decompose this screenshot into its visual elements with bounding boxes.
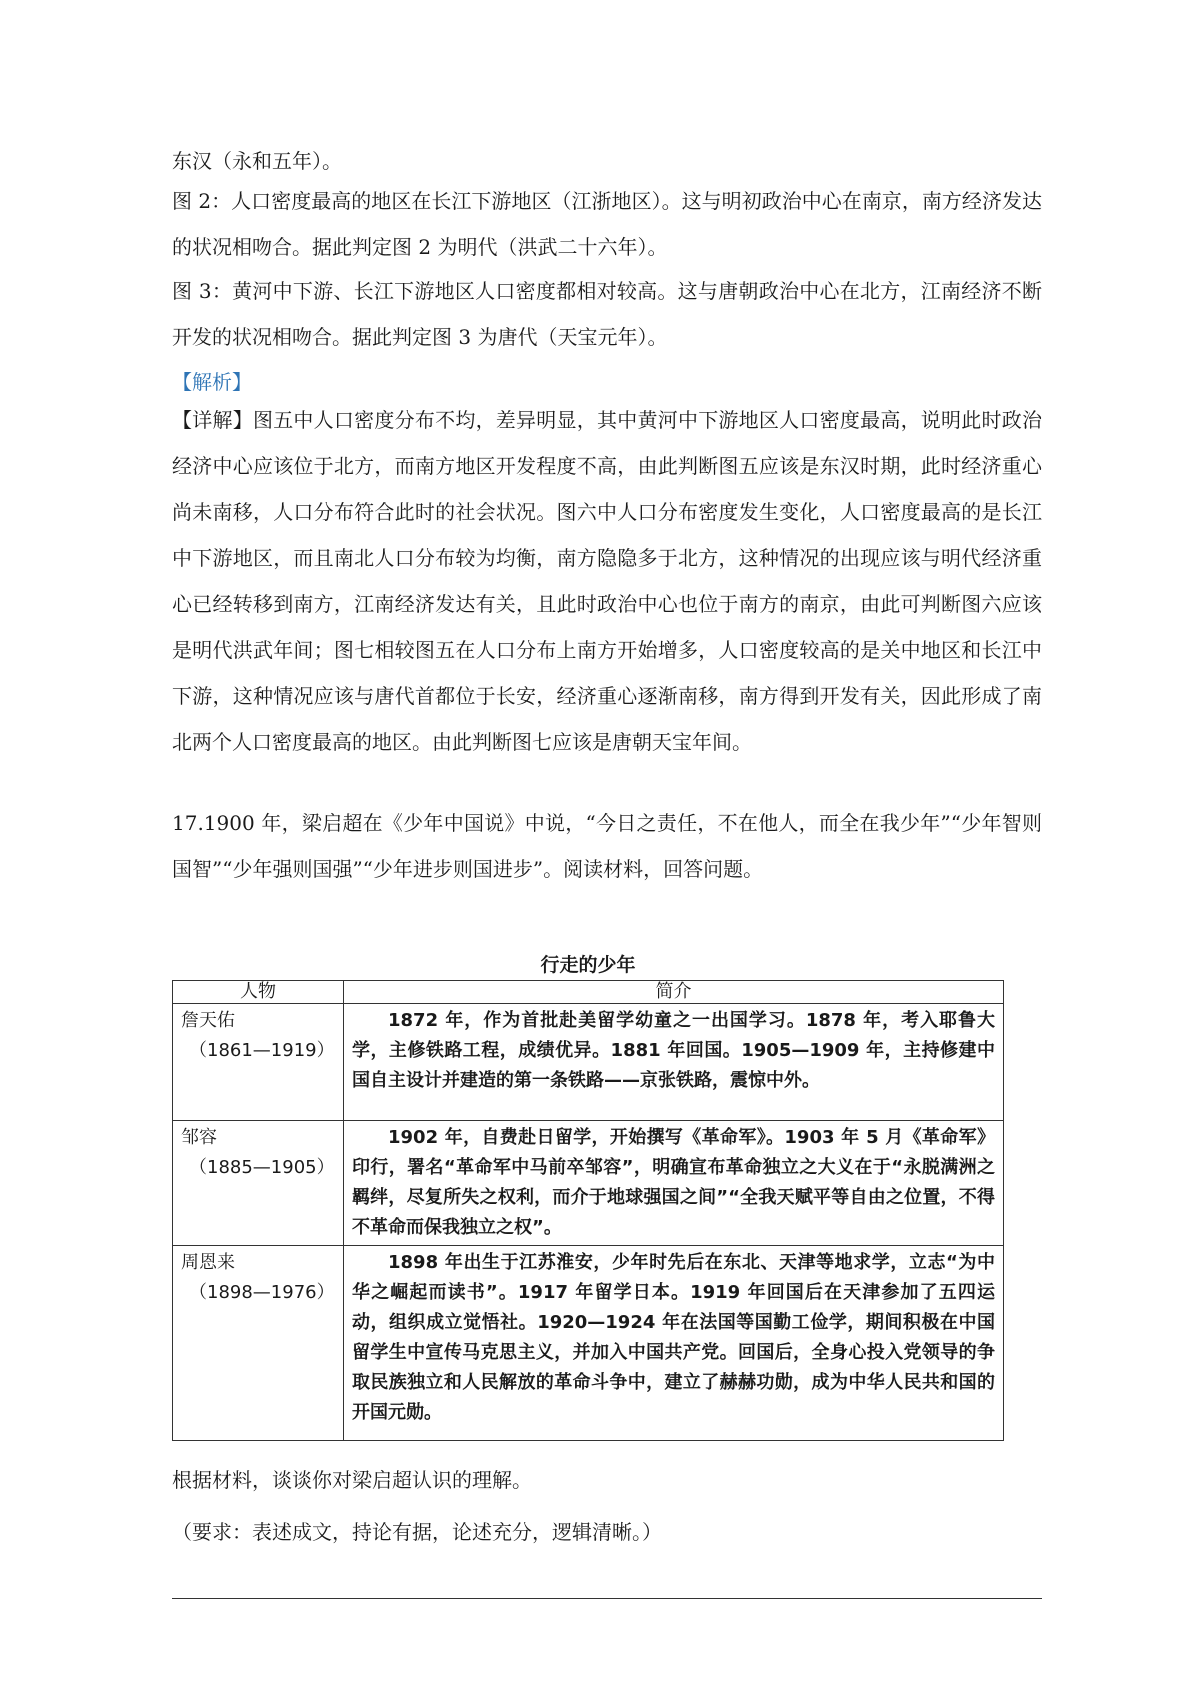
table-header-row <box>173 981 1004 1004</box>
intro-line: 东汉（永和五年）。 <box>172 149 342 173</box>
footer-divider <box>172 1598 1042 1599</box>
person-cell <box>173 1246 344 1441</box>
person-name: 詹天佑 <box>181 1010 235 1031</box>
fig2-paragraph: 图 2：人口密度最高的地区在长江下游地区（江浙地区）。这与明初政治中心在南京，南方经济发达的状况相吻合。据此判定图 2 为明代（洪武二十六年）。 <box>172 189 1042 259</box>
question-paragraph: 17.1900 年，梁启超在《少年中国说》中说，“今日之责任，不在他人，而全在我少年”“少年智则国智”“少年强则国强”“少年进步则国进步”。阅读材料，回答问题。 <box>172 811 1042 881</box>
person-years: （1898—1976） <box>189 1282 335 1303</box>
profiles-table <box>172 980 1004 1441</box>
task-line: 根据材料，谈谈你对梁启超认识的理解。 <box>172 1468 532 1492</box>
person-years: （1885—1905） <box>189 1157 335 1178</box>
table-row <box>173 1246 1004 1441</box>
person-intro: 1898 年出生于江苏淮安，少年时先后在东北、天津等地求学，立志“为中华之崛起而读书”。1917 年留学日本。1919 年回国后在天津参加了五四运动，组织成立觉悟社。1920—1924 年在法国等国勤工俭学，期间积极在中国留学生中宣传马克思主义，并加入中国共产党。回国后，全身心投入党领导的争取民族独立和人民解放的革命斗争中，建立了赫赫功勋，成为中华人民共和国的开国元勋。 <box>344 1246 1004 1441</box>
header-intro: 简介 <box>344 981 1004 1004</box>
header-person: 人物 <box>173 981 344 1004</box>
person-intro: 1902 年，自费赴日留学，开始撰写《革命军》。1903 年 5 月《革命军》印行，署名“革命军中马前卒邹容”，明确宣布革命独立之大义在于“永脱满洲之羁绊，尽复所失之权利，而介于地球强国之间”“全我天赋平等自由之位置，不得不革命而保我独立之权”。 <box>344 1121 1004 1246</box>
person-intro: 1872 年，作为首批赴美留学幼童之一出国学习。1878 年，考入耶鲁大学，主修铁路工程，成绩优异。1881 年回国。1905—1909 年，主持修建中国自主设计并建造的第一条铁路——京张铁路，震惊中外。 <box>344 1004 1004 1121</box>
fig3-paragraph: 图 3：黄河中下游、长江下游地区人口密度都相对较高。这与唐朝政治中心在北方，江南经济不断开发的状况相吻合。据此判定图 3 为唐代（天宝元年）。 <box>172 279 1042 349</box>
person-name: 周恩来 <box>181 1252 235 1273</box>
table-row <box>173 1004 1004 1121</box>
detail-paragraph: 【详解】图五中人口密度分布不均，差异明显，其中黄河中下游地区人口密度最高，说明此时政治经济中心应该位于北方，而南方地区开发程度不高，由此判断图五应该是东汉时期，此时经济重心尚未南移，人口分布符合此时的社会状况。图六中人口分布密度发生变化，人口密度最高的是长江中下游地区，而且南北人口分布较为均衡，南方隐隐多于北方，这种情况的出现应该与明代经济重心已经转移到南方，江南经济发达有关，且此时政治中心也位于南方的南京，由此可判断图六应该是明代洪武年间；图七相较图五在人口分布上南方开始增多，人口密度较高的是关中地区和长江中下游，这种情况应该与唐代首都位于长安，经济重心逐渐南移，南方得到开发有关，因此形成了南北两个人口密度最高的地区。由此判断图七应该是唐朝天宝年间。 <box>172 408 1042 754</box>
table-title: 行走的少年 <box>540 954 636 976</box>
person-years: （1861—1919） <box>189 1040 335 1061</box>
person-name: 邹容 <box>181 1127 217 1148</box>
analysis-label: 【解析】 <box>172 370 252 394</box>
table-row <box>173 1121 1004 1246</box>
requirement-line: （要求：表述成文，持论有据，论述充分，逻辑清晰。） <box>172 1520 662 1544</box>
person-cell <box>173 1004 344 1121</box>
person-cell <box>173 1121 344 1246</box>
